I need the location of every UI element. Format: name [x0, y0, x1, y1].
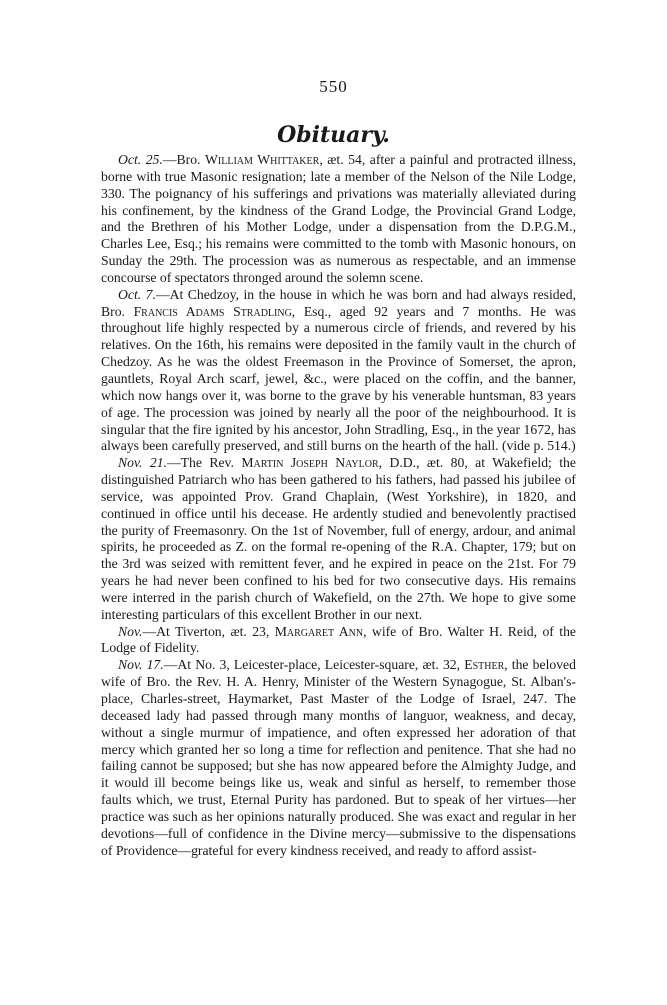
obituary-body [101, 152, 576, 859]
entry-intro: —At Tiverton, æt. 23, [142, 623, 275, 639]
obituary-entry [101, 287, 576, 455]
page-number: 550 [319, 77, 348, 96]
entry-text: , æt. 54, after a painful and protracted illness, borne with true Masonic resignation; late a member of the Nelson of the Nile Lodge, 330. The poignancy of his sufferings and privations was materially alleviated during his confinement, by the kindness of the Grand Lodge, the Provincial Grand Lodge, and the Brethren of his Mother Lodge, under a dispensation from the D.P.G.M., Charles Lee, Esq.; his remains were committed to the tomb with Masonic honours, on Sunday the 29th. The procession was as numerous as respectable, and an immense concourse of spectators thronged around the solemn scene. [101, 152, 576, 285]
obituary-entry [101, 624, 576, 658]
entry-intro: —At Chedzoy, in the house in which he was born and had always resided, Bro. [101, 286, 576, 319]
page-title: Obituary. [277, 122, 390, 148]
entry-text: , the beloved wife of Bro. the Rev. H. A. Henry, Minister of the Western Synagogue, St. Alban's-place, Charles-street, Haymarket, Past Master of the Lodge of Israel, 247. The deceased lady had passed through many months of languor, weakness, and decay, without a single murmur of impatience, and often expressed her adoration of that mercy which granted her so long a time for reflection and penitence. That she had no failing cannot be supposed; but she has now appeared before the Almighty Judge, and it would ill become beings like us, weak and sinful as herself, to remember those faults which, we trust, Eternal Purity has pardoned. But to speak of her virtues—her practice was such as her opinions naturally produced. She was exact and regular in her devotions—full of confidence in the Divine mercy—submissive to the dispensations of Providence—grateful for every kindness received, and ready to afford assist- [101, 657, 576, 858]
obituary-entry [101, 455, 576, 623]
entry-name: Margaret Ann [274, 623, 364, 639]
entry-text: , wife of Bro. Walter H. Reid, of the Lodge of Fidelity. [101, 623, 576, 656]
entry-name: Francis Adams Stradling [133, 303, 292, 319]
entry-intro: —At No. 3, Leicester-place, Leicester-square, æt. 32, [163, 657, 465, 673]
entry-name: William Whittaker [205, 152, 320, 167]
obituary-entry [101, 152, 576, 287]
entry-date: Nov. [118, 623, 143, 639]
entry-date: Nov. 17. [118, 657, 164, 673]
entry-date: Oct. 25. [118, 152, 163, 167]
entry-name: Esther [464, 657, 505, 673]
entry-text: , æt. 80, at Wakefield; the distinguished Patriarch who has been gathered to his fathers, had passed his jubilee of service, was appointed Prov. Grand Chaplain, (West Yorkshire), in 1820, and continued in office until his decease. He ardently studied and benevolently practised the purity of Freemasonry. On the 1st of November, full of energy, ardour, and animal spirits, he proceeded as Z. on the formal re-opening of the R.A. Chapter, 179; but on the 3rd was seized with remittent fever, and he expired in peace on the 21st. For 79 years he had never been confined to his bed for two consecutive days. His remains were interred in the parish church of Wakefield, on the 27th. We hope to give some interesting particulars of this excellent Brother in our next. [101, 455, 576, 622]
entry-date: Oct. 7. [118, 286, 156, 302]
entry-intro: —The Rev. [166, 455, 242, 471]
entry-date: Nov. 21. [118, 455, 167, 471]
entry-intro: —Bro. [162, 152, 205, 167]
obituary-entry [101, 657, 576, 859]
entry-name: Martin Joseph Naylor, D.D. [241, 455, 417, 471]
entry-text: , Esq., aged 92 years and 7 months. He was throughout life highly respected by a numerous circle of friends, and revered by his relatives. On the 16th, his remains were deposited in the family vault in the church of Chedzoy. As he was the oldest Freemason in the Province of Somerset, the apron, gauntlets, Royal Arch scarf, jewel, &c., were placed on the coffin, and the banner, which now hangs over it, was borne to the grave by his venerable huntsman, 83 years of age. The procession was joined by nearly all the poor of the neighbourhood. It is singular that the fire ignited by his ancestor, John Stradling, Esq., in the year 1672, has always been carefully preserved, and still burns on the hearth of the hall. (vide p. 514.) [101, 303, 576, 454]
